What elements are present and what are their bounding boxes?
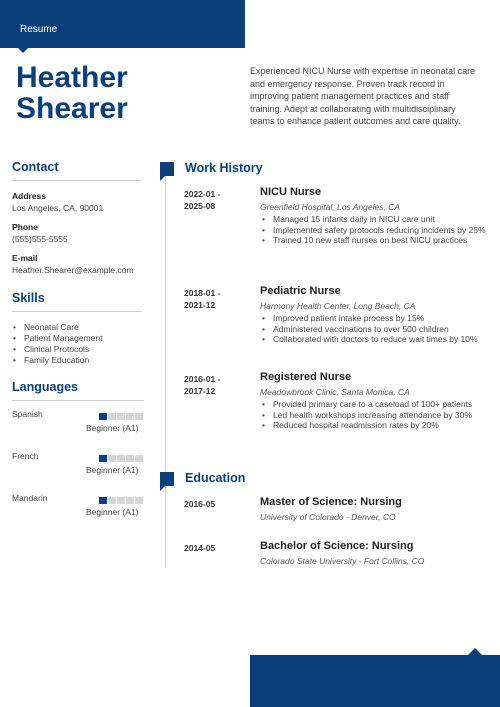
last-name: Shearer — [16, 92, 128, 125]
language-level: Beginner (A1) — [86, 423, 139, 433]
skills-title: Skills — [12, 291, 45, 305]
work-history-flag-icon — [160, 162, 174, 176]
job-bullets — [260, 313, 486, 345]
job-title: Registered Nurse — [260, 371, 352, 383]
phone-value: (555)555-5555 — [12, 234, 68, 244]
job-start: 2018-01 - — [184, 288, 221, 298]
work-history-title: Work History — [185, 161, 263, 175]
languages-section — [12, 380, 144, 527]
skills-section — [12, 291, 142, 366]
rating-segment — [108, 455, 116, 462]
degree-name: Master of Science — [260, 496, 354, 508]
job-start: 2016-01 - — [184, 374, 221, 384]
email-value: Heather.Shearer@example.com — [12, 265, 134, 275]
rating-segment — [117, 455, 125, 462]
language-item — [12, 451, 144, 485]
list-item: • Trained 10 new staff nurses on best NICU practices — [260, 235, 486, 246]
job-org: Greenfield Hospital, Los Angeles, CA — [260, 202, 401, 212]
job-end: 2025-08 — [184, 201, 216, 211]
degree-field: Nursing — [371, 540, 414, 552]
job-bullets — [260, 399, 486, 431]
language-rating — [99, 455, 143, 462]
job-details — [260, 371, 486, 431]
language-item — [12, 493, 144, 527]
rating-segment — [126, 455, 134, 462]
contact-divider — [12, 180, 142, 181]
language-item — [12, 409, 144, 443]
job-start: 2022-01 - — [184, 189, 221, 199]
job-dates — [184, 373, 244, 397]
job-title: NICU Nurse — [260, 186, 322, 198]
job-dates — [184, 188, 244, 212]
list-item: • Provided primary care to a caseload of 100+ patients — [260, 399, 486, 410]
job-end: 2017-12 — [184, 386, 216, 396]
rating-segment — [108, 413, 116, 420]
summary: Experienced NICU Nurse with expertise in neonatal care and emergency response. Proven track record in improving patient management practices and staff training. Adept at collaborating with multidisciplinary teams to enhance patient outcomes and care quality. — [250, 66, 476, 126]
degree — [260, 496, 486, 508]
rating-segment — [126, 413, 134, 420]
list-item: • Clinical Protocols — [12, 344, 142, 355]
list-item: • Led health workshops increasing attendance by 30% — [260, 410, 486, 421]
education-flag-icon — [160, 472, 174, 486]
education-title: Education — [185, 471, 246, 485]
footer-notch — [468, 648, 482, 655]
address-label: Address — [12, 191, 47, 201]
degree-separator: : — [353, 496, 358, 508]
job-title: Pediatric Nurse — [260, 285, 341, 297]
job-details — [260, 285, 486, 345]
header-notch — [18, 48, 28, 53]
education-details — [260, 540, 486, 566]
degree-separator: : — [365, 540, 369, 552]
skills-list — [12, 322, 142, 366]
phone-label: Phone — [12, 222, 38, 232]
list-item: • Implemented safety protocols reducing incidents by 25% — [260, 225, 486, 236]
degree — [260, 540, 486, 552]
list-item: • Improved patient intake process by 15% — [260, 313, 486, 324]
languages-divider — [12, 400, 144, 401]
rating-segment — [99, 455, 107, 462]
email-label: E-mail — [12, 253, 38, 263]
list-item: • Collaborated with doctors to reduce wait times by 10% — [260, 334, 486, 345]
job-end: 2021-12 — [184, 300, 216, 310]
header-bar — [0, 0, 245, 48]
job-org: Harmony Health Center, Long Beach, CA — [260, 301, 416, 311]
job-org: Meadowbrook Clinic, Santa Monica, CA — [260, 387, 410, 397]
language-level: Beginner (A1) — [86, 507, 139, 517]
education-date: 2016-05 — [184, 499, 216, 509]
address-value: Los Angeles, CA, 90001 — [12, 203, 104, 213]
list-item: • Family Education — [12, 355, 142, 366]
rating-segment — [135, 455, 143, 462]
language-name: Spanish — [12, 409, 43, 419]
degree-name: Bachelor of Science — [260, 540, 366, 552]
job-details — [260, 186, 486, 246]
language-name: French — [12, 451, 39, 461]
school: Colorado State University - Fort Collins, CO — [260, 556, 425, 566]
rating-segment — [126, 497, 134, 504]
timeline-line — [165, 172, 166, 568]
job-bullets — [260, 214, 486, 246]
rating-segment — [99, 413, 107, 420]
list-item: • Administered vaccinations to over 500 children — [260, 324, 486, 335]
footer-block — [250, 655, 500, 707]
rating-segment — [117, 497, 125, 504]
rating-segment — [117, 413, 125, 420]
resume-label: Resume — [20, 24, 58, 35]
school: University of Colorado - Denver, CO — [260, 512, 396, 522]
education-date: 2014-05 — [184, 543, 216, 553]
language-level: Beginner (A1) — [86, 465, 139, 475]
rating-segment — [135, 497, 143, 504]
skills-divider — [12, 311, 142, 312]
language-name: Mandarin — [12, 493, 48, 503]
rating-segment — [99, 497, 107, 504]
list-item: • Reduced hospital readmission rates by 20% — [260, 420, 486, 431]
languages-title: Languages — [12, 380, 78, 394]
rating-segment — [108, 497, 116, 504]
list-item: • Managed 15 infants daily in NICU care unit — [260, 214, 486, 225]
education-details — [260, 496, 486, 522]
job-dates — [184, 287, 244, 311]
contact-section — [12, 160, 142, 276]
contact-title: Contact — [12, 160, 59, 174]
rating-segment — [135, 413, 143, 420]
degree-field: Nursing — [360, 496, 402, 508]
list-item: • Patient Management — [12, 333, 142, 344]
list-item: • Neonatal Care — [12, 322, 142, 333]
candidate-name — [16, 62, 128, 124]
language-rating — [99, 413, 143, 420]
language-rating — [99, 497, 143, 504]
first-name: Heather — [16, 61, 128, 94]
